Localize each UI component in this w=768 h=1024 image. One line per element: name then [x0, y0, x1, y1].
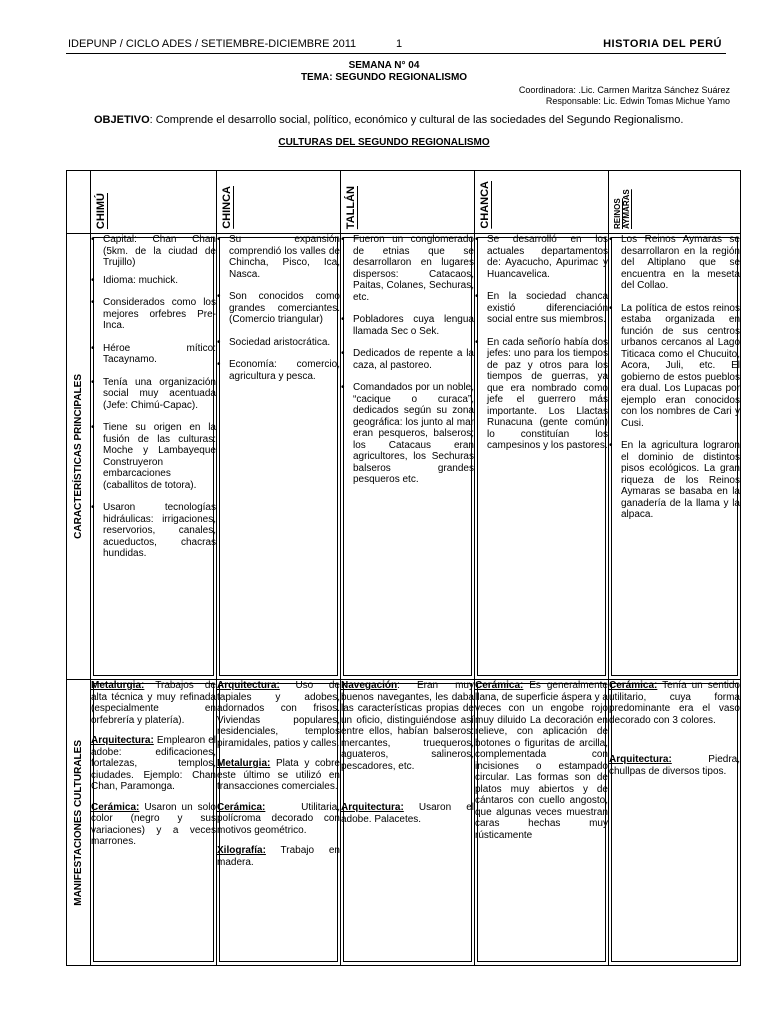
item-label: Arquitectura: [341, 802, 404, 813]
col-aymaras [609, 171, 741, 234]
col-tallan [341, 171, 475, 234]
item-text: Utilitaria, polícroma decorado con motivos geométrico. [217, 801, 340, 836]
tema-title: TEMA: SEGUNDO REGIONALISMO [300, 72, 468, 83]
item-text: Plata y cobre este último se utilizó en transacciones comerciales. [217, 758, 340, 792]
item-text: Emplearon el adobe: edificaciones, fortalezas, templos, ciudades. Ejemplo: Chan Chan, Paramonga. [91, 735, 216, 792]
list-item: • Comandados por un noble, “cacique o curaca”, dedicados según su zona geográfica: los junto al mar eran pesqueros, balseros; los Catacaus eran agricultores, los Sechuras balseros grandes pesqueros etc. [341, 382, 474, 486]
item-label: Cerámica: [475, 680, 524, 691]
col-chimu [91, 171, 217, 234]
header-page-number: 1 [396, 38, 403, 50]
corner-cell [67, 171, 91, 234]
objetivo-text: : Comprende el desarrollo social, político, económico y cultural de las sociedades del Segundo Regionalismo. [149, 114, 684, 126]
item-text: Trabajos de alta técnica y muy refinada (especialmente en orfebrería y platería). [91, 680, 216, 726]
paragraph [91, 802, 216, 848]
item-label: Arquitectura: [609, 754, 672, 765]
col-label: CHINCA [221, 186, 233, 229]
cell-chanca-caracteristicas [475, 234, 609, 680]
coordinadora: Coordinadora: .Lic. Carmen Maritza Sánchez Suárez [518, 85, 730, 95]
list-item: • Héroe mítico: Tacaynamo. [91, 343, 216, 366]
paragraph [217, 845, 340, 868]
item-label: Arquitectura: [91, 735, 154, 746]
list-item: • Economía: comercio, agricultura y pesca. [217, 359, 340, 382]
item-text: Uso de tapiales y adobes, adornados con frisos. Viviendas populares, residenciales, templos piramidales, patios y calles. [217, 680, 340, 749]
cell-tallan-caracteristicas [341, 234, 475, 680]
row-manifestaciones [67, 680, 741, 966]
list-item: • La política de estos reinos estaba organizada en función de sus centros urbanos cercanos al Lago Titicaca como el Chucuito, Acora, Juli, etc. El gobierno de estos pueblos era dual. Los Lupacas por ejemplo eran conocidos con los nombres de Cari y Cusi. [609, 303, 740, 430]
item-text: Trabajo en madera. [217, 845, 340, 868]
list-item: • Capital: Chan Chan (5km. de la ciudad de Trujillo) [91, 234, 216, 269]
item-text: Tenía un sentido utilitario, cuya forma predominante era el vaso decorado con 3 colores. [609, 680, 740, 726]
list-item: • En cada señorío había dos jefes: uno para los tiempos de paz y otros para los tiempos de guerras, ya que era nombrado como jefe el guerrero más importante. Los Llactas Runacuna (gente común) lo constituían los campesinos y los pastores. [475, 337, 608, 452]
semana-title: SEMANA N° 04 [348, 60, 420, 71]
item-label: Navegación [341, 680, 398, 691]
paragraph [217, 758, 340, 793]
list-item: • Fueron un conglomerado de etnias que se desarrollaron en lugares dispersos: Catacaos, Paitas, Colanes, Sechuras, etc. [341, 234, 474, 303]
item-text: : Eran muy buenos navegantes, les daba las características propias de un oficio, distinguiéndose así entre ellos, habían balseros: mercantes, truequeros, aguateros, salineros, pescadores, etc. [341, 680, 474, 772]
list-item: • Dedicados de repente a la caza, al pastoreo. [341, 348, 474, 371]
header-rule [66, 53, 726, 54]
list-item: • Los Reinos Aymaras se desarrollaron en la región del Altiplano que se encuentra en la meseta del Collao. [609, 234, 740, 292]
list-item: • Su expansión comprendió los valles de Chincha, Pisco, Ica, Nasca. [217, 234, 340, 280]
paragraph [91, 735, 216, 793]
header-course: IDEPUNP / CICLO ADES / SETIEMBRE-DICIEMBRE 2011 [68, 38, 357, 50]
page-header [68, 38, 738, 52]
item-label: Cerámica: [609, 680, 658, 691]
list-item: • En la agricultura lograron el dominio de distintos pisos ecológicos. La gran riqueza de los Reinos Aymaras se basaba en la ganadería de la llama y la alpaca. [609, 440, 740, 521]
column-header-row [67, 171, 741, 234]
paragraph [609, 680, 740, 726]
header-subject: HISTORIA DEL PERÚ [603, 38, 722, 50]
list-item: • Tiene su origen en la fusión de las culturas: Moche y Lambayeque Construyeron embarcaciones (caballitos de totora). [91, 422, 216, 491]
cell-chimu-caracteristicas [91, 234, 217, 680]
list-item: • Se desarrolló en los actuales departamentos de: Ayacucho, Apurimac y Huancavelica. [475, 234, 608, 280]
col-chinca [217, 171, 341, 234]
responsable: Responsable: Lic. Edwin Tomas Michue Yamo [545, 96, 730, 106]
col-chanca [475, 171, 609, 234]
list-item: • Usaron tecnologías hidráulicas: irrigaciones, reservorios, canales, acueductos, chacras hundidas. [91, 502, 216, 560]
item-label: Cerámica: [91, 801, 140, 813]
paragraph [341, 680, 474, 772]
cuadro-title: CULTURAS DEL SEGUNDO REGIONALISMO [278, 137, 490, 148]
paragraph [609, 754, 740, 777]
objetivo-label: OBJETIVO [94, 114, 150, 126]
col-label: CHANCA [479, 181, 491, 229]
item-text: Usaron el adobe. Palacetes. [341, 802, 474, 825]
item-text: Piedra, chullpas de diversos tipos. [609, 754, 740, 777]
paragraph [217, 680, 340, 749]
row-label: MANIFESTACIONES CULTURALES [73, 739, 84, 906]
list-item: • Pobladores cuya lengua llamada Sec o Sek. [341, 314, 474, 337]
list-item: • Idioma: muchick. [91, 275, 216, 287]
cell-chinca-caracteristicas [217, 234, 341, 680]
item-label: Metalurgia: [217, 758, 271, 769]
objetivo [94, 114, 683, 126]
col-label: REINOS AYMARAS [613, 189, 631, 229]
paragraph [217, 802, 340, 837]
item-label: Cerámica: [217, 801, 266, 813]
list-item: • Considerados como los mejores orfebres Pre-Inca. [91, 297, 216, 332]
item-text: Es generalmente llana, de superficie áspera y a veces con un engobe rojo muy diluido La decoración en relieve, con aplicación de botones o figuritas de arcilla, complementada con incisiones o estampado circular. Las formas son de platos muy abiertos y de cántaros con cuello angosto, que algunas veces muestran caras hechas muy rústicamente [475, 680, 608, 841]
list-item: • Sociedad aristocrática. [217, 337, 340, 349]
cell-aymaras-caracteristicas [609, 234, 741, 680]
paragraph [341, 802, 474, 825]
cell-aymaras-manifestaciones [609, 680, 741, 966]
list-item: • En la sociedad chanca existió diferenciación social entre sus miembros. [475, 291, 608, 326]
list-item: • Son conocidos como grandes comerciantes. (Comercio triangular) [217, 291, 340, 326]
col-label: CHIMÚ [95, 192, 107, 229]
row-label: CARACTERÍSTICAS PRINCIPALES [73, 374, 84, 539]
col-label: TALLÁN [345, 185, 357, 229]
row-caracteristicas [67, 234, 741, 680]
row-label-caracteristicas [67, 234, 91, 680]
cultures-table [66, 170, 741, 966]
item-text: Usaron un solo color (negro y sus variaciones) y a veces marrones. [91, 801, 216, 847]
cell-chinca-manifestaciones [217, 680, 341, 966]
cell-tallan-manifestaciones [341, 680, 475, 966]
paragraph [91, 680, 216, 726]
list-item: • Tenía una organización social muy acentuada (Jefe: Chimú-Capac). [91, 377, 216, 412]
row-label-manifestaciones [67, 680, 91, 966]
item-label: Metalurgia: [91, 680, 145, 691]
cell-chanca-manifestaciones [475, 680, 609, 966]
item-label: Arquitectura: [217, 680, 280, 691]
paragraph [475, 680, 608, 841]
cell-chimu-manifestaciones [91, 680, 217, 966]
item-label: Xilografía: [217, 845, 266, 856]
